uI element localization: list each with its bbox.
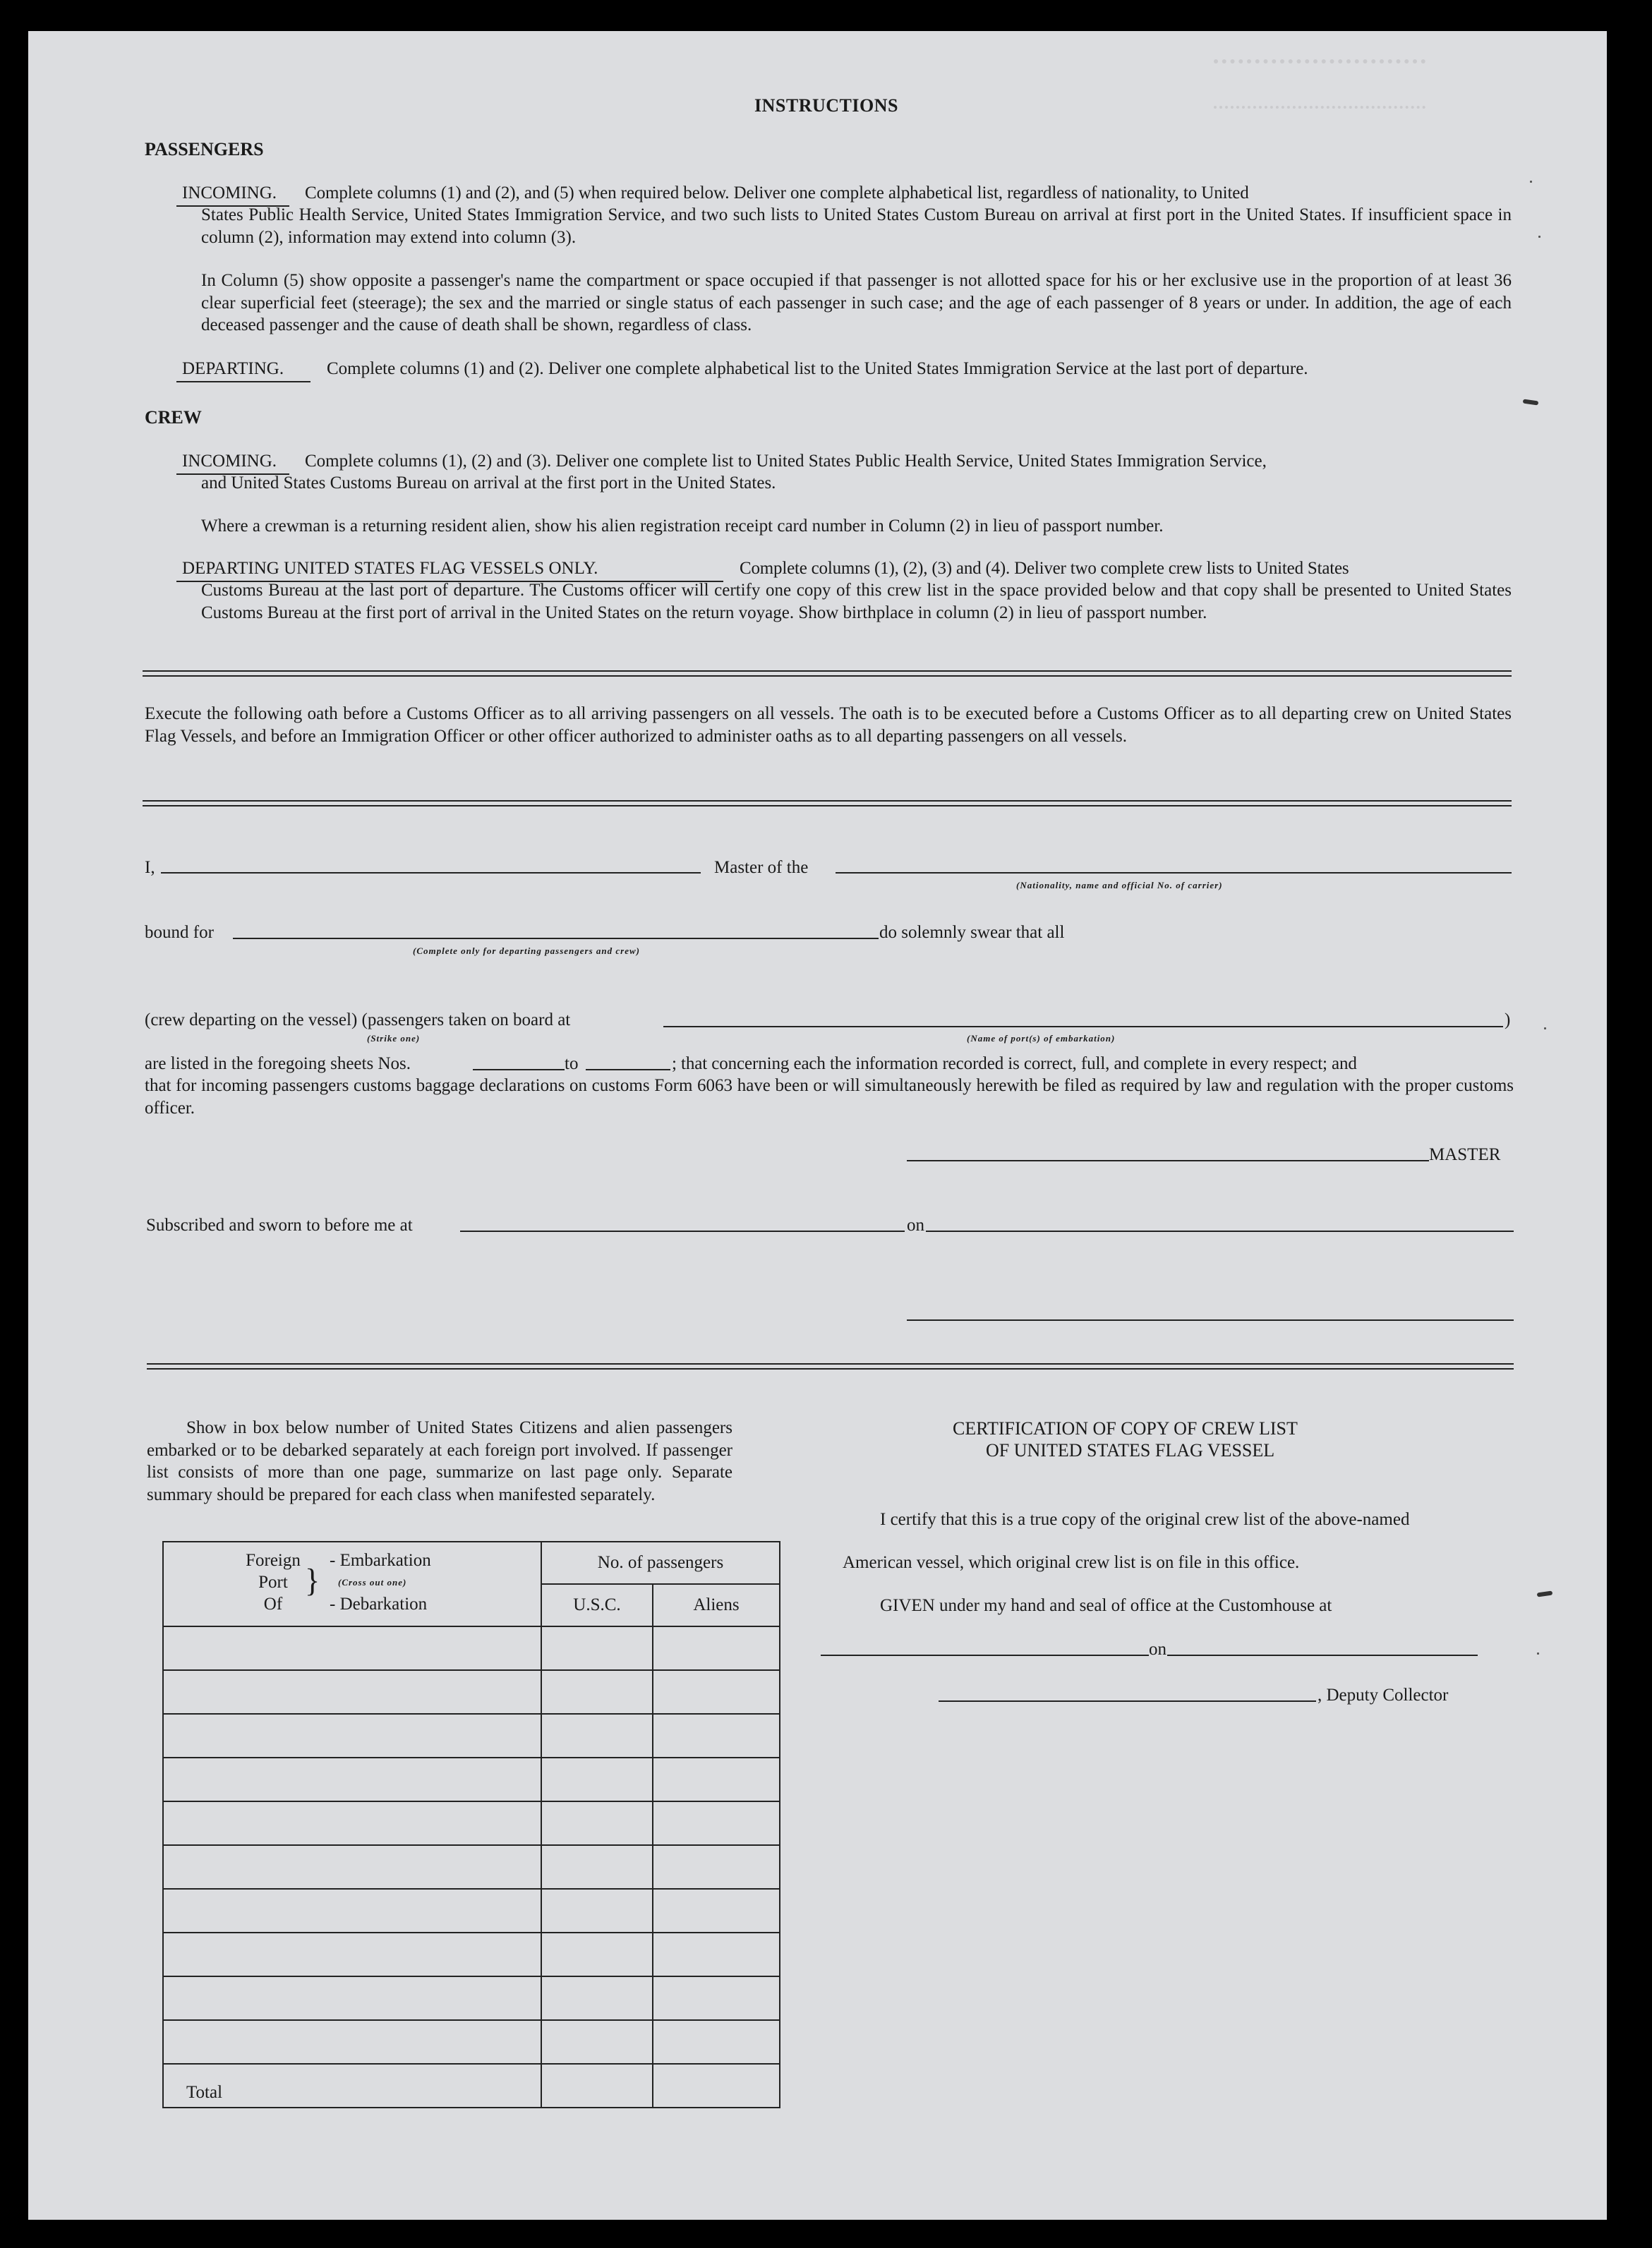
usc-cell[interactable] <box>541 1889 653 1933</box>
subscribed-label: Subscribed and sworn to before me at <box>146 1216 413 1235</box>
faint-stamp <box>1214 59 1425 109</box>
port-cell[interactable] <box>163 2020 541 2064</box>
passengers-heading: PASSENGERS <box>145 139 264 159</box>
crew-incoming-rest: and United States Customs Bureau on arrival at the first port in the United States. <box>201 473 776 492</box>
crew-incoming-line1: Complete columns (1), (2) and (3). Deliver one complete list to United States Public Health Service, United States Immigration Service, <box>305 452 1267 471</box>
deputy-collector-label: , Deputy Collector <box>1318 1686 1449 1705</box>
table-row <box>163 1670 780 1714</box>
port-cell[interactable] <box>163 1976 541 2020</box>
usc-cell[interactable] <box>541 1845 653 1889</box>
officer-signature-blank[interactable] <box>907 1319 1514 1321</box>
oath-listed-suffix: ; that concerning each the information recorded is correct, full, and complete in every respect; and <box>672 1054 1357 1073</box>
form-page <box>28 31 1607 2220</box>
table-row <box>163 2020 780 2064</box>
deputy-signature-blank[interactable] <box>939 1700 1316 1702</box>
scan-mark <box>1523 399 1539 405</box>
master-name-blank[interactable] <box>161 872 701 874</box>
port-cell[interactable] <box>163 1758 541 1801</box>
nationality-hint: (Nationality, name and official No. of carrier) <box>1016 880 1223 890</box>
crew-heading: CREW <box>145 407 202 428</box>
oath-intro: Execute the following oath before a Customs Officer as to all arriving passengers on all vessels. The oath is to be executed before a Customs Officer as to all departing crew on United States Flag Vessels, and before an Immigration Officer or other officer authorized to administer oaths as to all departing passengers on all vessels. <box>145 704 1512 746</box>
usc-cell[interactable] <box>541 1626 653 1670</box>
certification-line-2: American vessel, which original crew list is on file in this office. <box>843 1553 1300 1572</box>
oath-to-label: to <box>565 1054 579 1073</box>
port-cell[interactable] <box>163 1670 541 1714</box>
table-row <box>163 1933 780 1976</box>
scan-speck <box>1537 1652 1539 1655</box>
crew-resident-alien: Where a crewman is a returning resident alien, show his alien registration receipt card number in Column (2) in lieu of passport number. <box>201 516 1164 536</box>
total-row <box>163 2064 780 2108</box>
foreign-label: Foreign <box>246 1551 301 1570</box>
port-cell[interactable] <box>163 1714 541 1758</box>
crew-departing-label: DEPARTING UNITED STATES FLAG VESSELS ONLY. <box>182 559 598 578</box>
oath-master-of-the: Master of the <box>714 858 809 877</box>
aliens-cell[interactable] <box>653 1626 780 1670</box>
table-row <box>163 1626 780 1670</box>
passengers-departing-text: Complete columns (1) and (2). Deliver one complete alphabetical list to the United States Immigration Service at the last port of departure. <box>327 359 1308 378</box>
usc-cell[interactable] <box>541 2020 653 2064</box>
section-divider-1 <box>143 670 1512 677</box>
aliens-cell[interactable] <box>653 1758 780 1801</box>
crew-incoming-label: INCOMING. <box>182 452 277 471</box>
aliens-cell[interactable] <box>653 1845 780 1889</box>
port-cell[interactable] <box>163 1845 541 1889</box>
passenger-summary-table <box>162 1541 780 2108</box>
usc-cell[interactable] <box>541 1933 653 1976</box>
port-label: Port <box>258 1573 288 1592</box>
bound-for-blank[interactable] <box>233 938 879 939</box>
total-label: Total <box>163 2064 541 2108</box>
embarkation-ports-blank[interactable] <box>663 1026 1503 1027</box>
aliens-cell[interactable] <box>653 1933 780 1976</box>
usc-header: U.S.C. <box>541 1584 653 1626</box>
passengers-departing-underline <box>176 381 310 382</box>
oath-crew-departing: (crew departing on the vessel) (passengers taken on board at <box>145 1010 571 1029</box>
debarkation-label: - Debarkation <box>330 1595 428 1614</box>
table-row <box>163 1758 780 1801</box>
subscribed-on-label: on <box>907 1216 924 1235</box>
subscribed-place-blank[interactable] <box>460 1231 905 1232</box>
certification-title-1: CERTIFICATION OF COPY OF CREW LIST <box>953 1418 1298 1439</box>
aliens-cell[interactable] <box>653 1801 780 1845</box>
port-cell[interactable] <box>163 1933 541 1976</box>
summary-header-row <box>163 1542 780 1584</box>
sheet-from-blank[interactable] <box>473 1069 565 1070</box>
usc-cell[interactable] <box>541 1714 653 1758</box>
master-label: MASTER <box>1429 1145 1501 1164</box>
total-usc-cell[interactable] <box>541 2064 653 2108</box>
subscribed-date-blank[interactable] <box>926 1231 1514 1232</box>
oath-listed-rest: that for incoming passengers customs baggage declarations on customs Form 6063 have been or will simultaneously herewith be filed as required by law and regulation with the proper customs officer. <box>145 1076 1514 1118</box>
embarkation-label: - Embarkation <box>330 1551 431 1570</box>
scan-speck <box>1530 181 1532 183</box>
foreign-port-header <box>163 1542 541 1626</box>
no-passengers-header: No. of passengers <box>541 1542 780 1584</box>
certification-on-label: on <box>1149 1640 1166 1659</box>
certification-line-1: I certify that this is a true copy of the original crew list of the above-named <box>880 1510 1410 1529</box>
table-row <box>163 1976 780 2020</box>
aliens-header: Aliens <box>653 1584 780 1626</box>
table-row <box>163 1714 780 1758</box>
port-cell[interactable] <box>163 1889 541 1933</box>
passengers-departing-label: DEPARTING. <box>182 359 284 378</box>
total-aliens-cell[interactable] <box>653 2064 780 2108</box>
aliens-cell[interactable] <box>653 1714 780 1758</box>
usc-cell[interactable] <box>541 1976 653 2020</box>
ports-hint: (Name of port(s) of embarkation) <box>967 1033 1116 1044</box>
section-divider-3 <box>147 1363 1514 1370</box>
port-cell[interactable] <box>163 1801 541 1845</box>
aliens-cell[interactable] <box>653 1976 780 2020</box>
oath-i-label: I, <box>145 858 155 877</box>
aliens-cell[interactable] <box>653 1670 780 1714</box>
table-row <box>163 1845 780 1889</box>
passengers-incoming-rest: States Public Health Service, United States Immigration Service, and two such lists to United States Custom Bureau on arrival at first port in the United States. If insufficient space in column (2), information may extend into column (3). <box>201 205 1512 247</box>
master-signature-blank[interactable] <box>907 1160 1429 1161</box>
passengers-incoming-line1: Complete columns (1) and (2), and (5) when required below. Deliver one complete alphabetical list, regardless of nationality, to United <box>305 183 1249 203</box>
summary-instructions: Show in box below number of United States Citizens and alien passengers embarked or to be debarked separately at each foreign port involved. If passenger list consists of more than one page, summarize on last page only. Separate summary should be prepared for each class when manifested separately. <box>147 1418 732 1504</box>
oath-listed-prefix: are listed in the foregoing sheets Nos. <box>145 1054 411 1073</box>
carrier-blank[interactable] <box>836 872 1512 874</box>
cross-out-hint: (Cross out one) <box>338 1577 407 1588</box>
table-row <box>163 1801 780 1845</box>
passengers-column5: In Column (5) show opposite a passenger's name the compartment or space occupied if that passenger is not allotted space for his or her exclusive use in the proportion of at least 36 clear superficial feet (steerage); the sex and the married or single status of each passenger in such case; and the age of each passenger of 8 years or under. In addition, the age of each deceased passenger and the cause of death shall be shown, regardless of class. <box>201 271 1512 334</box>
certification-date-blank[interactable] <box>1167 1655 1478 1656</box>
certification-title-2: OF UNITED STATES FLAG VESSEL <box>986 1440 1275 1461</box>
certification-line-3: GIVEN under my hand and seal of office at the Customhouse at <box>880 1596 1332 1615</box>
scan-mark <box>1537 1590 1553 1597</box>
scan-speck <box>1538 236 1541 238</box>
complete-hint: (Complete only for departing passengers and crew) <box>413 945 640 956</box>
strike-hint: (Strike one) <box>367 1033 421 1044</box>
crew-departing-rest: Customs Bureau at the last port of departure. The Customs officer will certify one copy of this crew list in the space provided below and that copy shall be presented to United States Customs Bureau at the first port of arrival in the United States on the return voyage. Show birthplace in column (2) in lieu of passport number. <box>201 581 1512 622</box>
customhouse-place-blank[interactable] <box>821 1655 1149 1656</box>
passengers-incoming-label: INCOMING. <box>182 183 277 203</box>
scan-speck <box>1544 1027 1546 1029</box>
oath-bound-for: bound for <box>145 923 214 942</box>
oath-close-paren: ) <box>1505 1010 1511 1029</box>
section-divider-2 <box>143 800 1512 806</box>
of-label: Of <box>263 1595 283 1614</box>
usc-cell[interactable] <box>541 1758 653 1801</box>
page-title: INSTRUCTIONS <box>754 95 898 116</box>
table-row <box>163 1889 780 1933</box>
oath-do-swear: do solemnly swear that all <box>879 923 1065 942</box>
brace-icon: } <box>305 1562 320 1600</box>
sheet-to-blank[interactable] <box>586 1069 670 1070</box>
crew-departing-line1: Complete columns (1), (2), (3) and (4). Deliver two complete crew lists to United States <box>740 559 1349 578</box>
aliens-cell[interactable] <box>653 1889 780 1933</box>
aliens-cell[interactable] <box>653 2020 780 2064</box>
usc-cell[interactable] <box>541 1670 653 1714</box>
port-cell[interactable] <box>163 1626 541 1670</box>
usc-cell[interactable] <box>541 1801 653 1845</box>
